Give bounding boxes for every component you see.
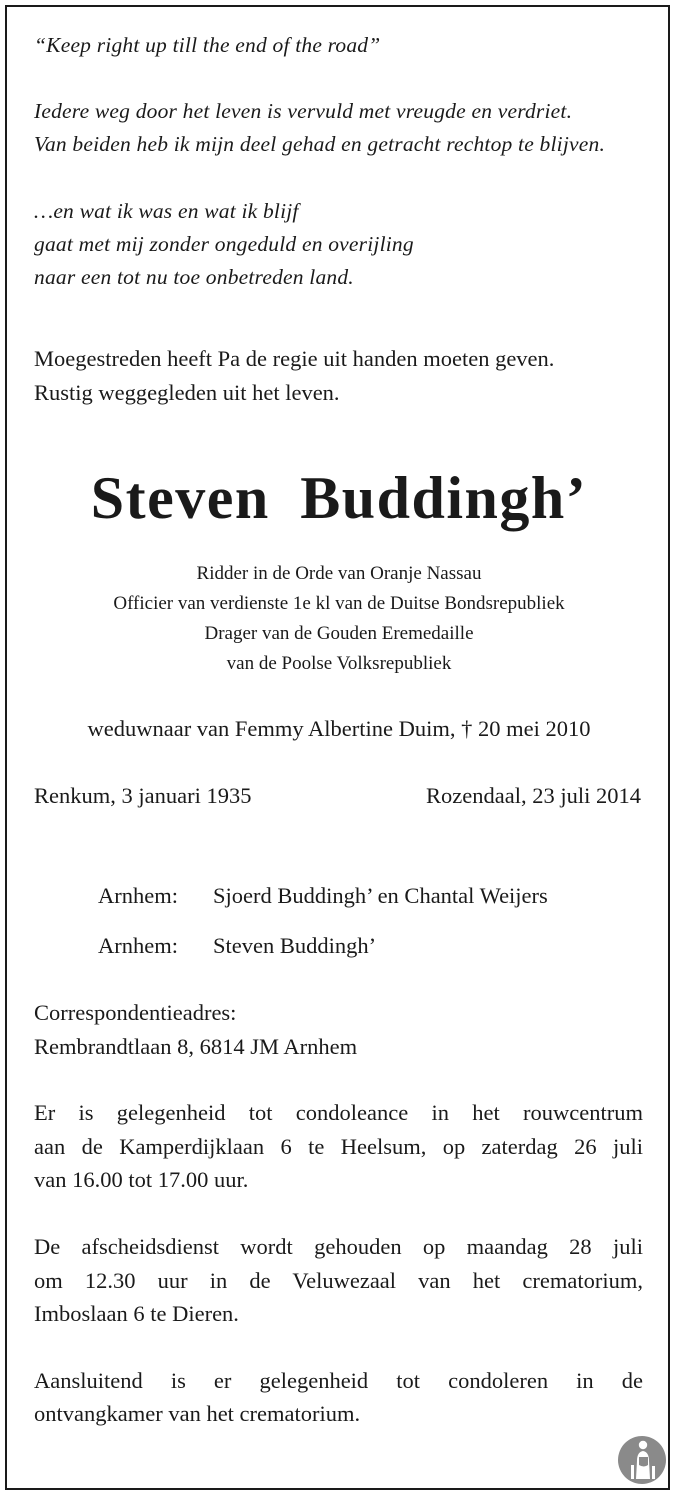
service-line: om 12.30 uur in de Veluwezaal van het crematorium, xyxy=(34,1268,643,1293)
memorial-emblem-icon xyxy=(617,1435,667,1485)
poem-line: Iedere weg door het leven is vervuld met vreugde en verdriet. xyxy=(34,99,573,123)
family-names: Sjoerd Buddingh’ en Chantal Weijers xyxy=(213,883,548,908)
correspondence-label: Correspondentieadres: xyxy=(34,1000,237,1025)
condolence-line: van 16.00 tot 17.00 uur. xyxy=(34,1167,249,1192)
closing-line: ontvangkamer van het crematorium. xyxy=(34,1401,361,1426)
condolence-line: aan de Kamperdijklaan 6 te Heelsum, op zaterdag 26 juli xyxy=(34,1134,643,1159)
family-place: Arnhem: xyxy=(98,933,178,958)
widower-line: weduwnaar van Femmy Albertine Duim, † 20 mei 2010 xyxy=(87,716,591,741)
family-names: Steven Buddingh’ xyxy=(213,933,377,958)
birth-place-date: Renkum, 3 januari 1935 xyxy=(34,783,252,808)
honor-line: van de Poolse Volksrepubliek xyxy=(226,653,452,674)
poem-quote: “Keep right up till the end of the road” xyxy=(34,33,381,57)
honor-line: Drager van de Gouden Eremedaille xyxy=(204,623,474,644)
poem-line: gaat met mij zonder ongeduld en overijling xyxy=(34,232,414,256)
poem-line: naar een tot nu toe onbetreden land. xyxy=(34,265,354,289)
honor-line: Officier van verdienste 1e kl van de Duitse Bondsrepubliek xyxy=(113,593,565,614)
family-place: Arnhem: xyxy=(98,883,178,908)
service-line: De afscheidsdienst wordt gehouden op maandag 28 juli xyxy=(34,1234,643,1259)
condolence-line: Er is gelegenheid tot condoleance in het rouwcentrum xyxy=(34,1100,643,1125)
intro-line: Rustig weggegleden uit het leven. xyxy=(34,380,340,405)
service-line: Imboslaan 6 te Dieren. xyxy=(34,1301,239,1326)
death-place-date: Rozendaal, 23 juli 2014 xyxy=(426,783,641,808)
intro-line: Moegestreden heeft Pa de regie uit handen moeten geven. xyxy=(34,346,555,371)
poem-line: …en wat ik was en wat ik blijf xyxy=(34,199,299,223)
poem-line: Van beiden heb ik mijn deel gehad en getracht rechtop te blijven. xyxy=(34,132,606,156)
closing-line: Aansluitend is er gelegenheid tot condoleren in de xyxy=(34,1368,643,1393)
honor-line: Ridder in de Orde van Oranje Nassau xyxy=(196,563,482,584)
deceased-name: Steven Buddingh’ xyxy=(90,465,588,531)
correspondence-address: Rembrandtlaan 8, 6814 JM Arnhem xyxy=(34,1034,358,1059)
